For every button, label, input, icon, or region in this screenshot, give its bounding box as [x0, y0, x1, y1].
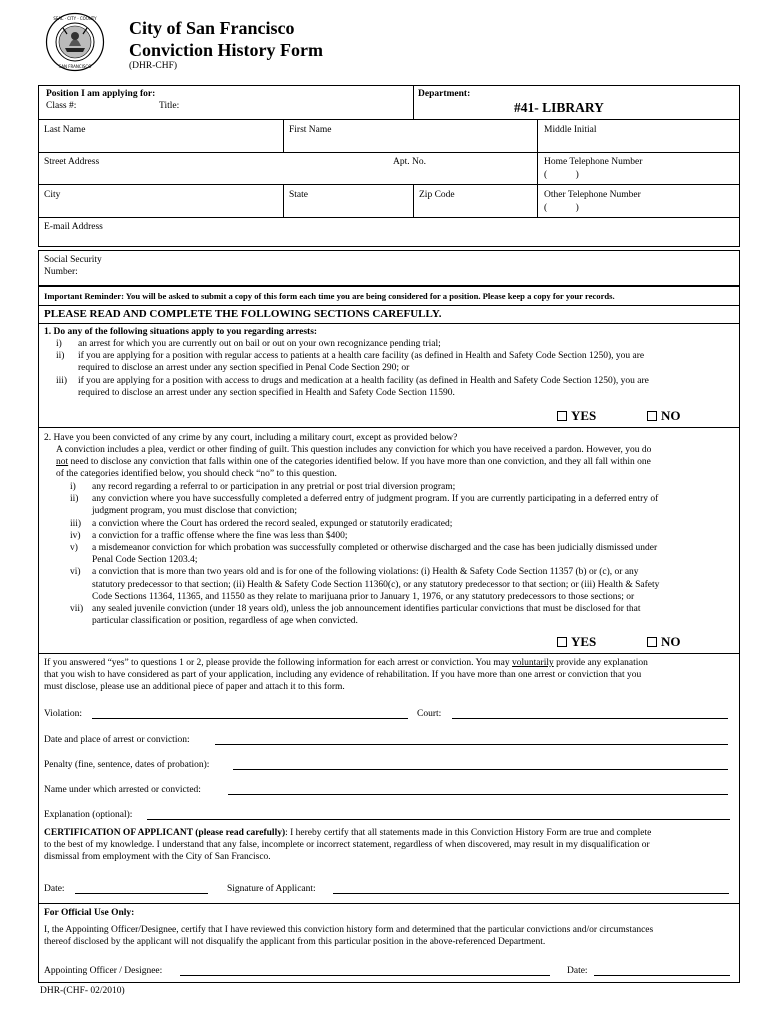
ssn-box [38, 250, 740, 286]
street-address-field[interactable]: Street Address [44, 157, 100, 167]
list-item [70, 518, 736, 530]
q2-no-label: NO [661, 634, 681, 649]
svg-text:SAN FRANCISCO: SAN FRANCISCO [58, 64, 92, 69]
department-value: #41- LIBRARY [514, 100, 604, 115]
q2-yes-label: YES [571, 634, 597, 649]
q2-intro-2 [56, 456, 651, 468]
certification-line-1 [44, 827, 651, 839]
q2-intro-3: of the categories identified below, you should check “no” to this question. [56, 469, 337, 479]
q2-no-checkbox[interactable] [647, 637, 657, 647]
details-para-3: must disclose, please use an additional piece of paper and attach it to this form. [44, 682, 345, 692]
list-item-line: a conviction that is more than two years old and is for one of the following violations: (i) Health & Safety Code Section 11357 (b) or (c), or any [92, 567, 639, 578]
form-title-line1: City of San Francisco [129, 18, 295, 38]
last-name-field[interactable]: Last Name [44, 125, 86, 135]
q1-yes-option[interactable] [557, 408, 596, 424]
ssn-label-2[interactable]: Number: [44, 267, 78, 277]
official-use-title: For Official Use Only: [44, 908, 135, 918]
list-item-line: Penal Code Section 1203.4; [92, 555, 198, 566]
certification-line-3: dismissal from employment with the City of San Francisco. [44, 852, 271, 862]
form-code: (DHR-CHF) [129, 61, 178, 71]
list-item-number: iv) [70, 530, 81, 541]
list-item-line: if you are applying for a position with regular access to patients at a health care facility (as defined in Health and Safety Code Section 1250), you are [78, 351, 645, 362]
list-item-line: a misdemeanor conviction for which probation was successfully completed or otherwise discharged and the case has been judicially dismissed under [92, 543, 658, 554]
list-item-number: v) [70, 543, 78, 554]
q1-no-label: NO [661, 408, 681, 423]
home-phone-field[interactable]: Home Telephone Number [544, 157, 643, 167]
explanation-label: Explanation (optional): [44, 810, 133, 820]
violation-input[interactable] [92, 718, 408, 719]
list-item [70, 493, 736, 517]
date-place-input[interactable] [215, 744, 728, 745]
q2-yes-option[interactable] [557, 634, 596, 650]
form-footer: DHR-(CHF- 02/2010) [40, 986, 125, 996]
state-field[interactable]: State [289, 190, 308, 200]
list-item [70, 530, 736, 542]
q2-intro-2-rest: need to disclose any conviction that falls within one of the categories identified below. If you have more than one conviction, and they all fall within one [68, 457, 651, 467]
q1-list [56, 338, 736, 399]
applicant-date-input[interactable] [75, 893, 208, 894]
city-seal [45, 12, 105, 72]
penalty-label: Penalty (fine, sentence, dates of probation): [44, 760, 210, 770]
q2-intro-not: not [56, 457, 69, 467]
read-carefully-heading: PLEASE READ AND COMPLETE THE FOLLOWING SECTIONS CAREFULLY. [44, 308, 442, 320]
title-label[interactable]: Title: [159, 101, 180, 111]
list-item-line: any record regarding a referral to or participation in any pretrial or post trial diversion program; [92, 482, 456, 492]
signature-input[interactable] [333, 893, 729, 894]
q1-no-option[interactable] [647, 408, 681, 424]
certification-text-1: : I hereby certify that all statements made in this Conviction History Form are true and complete [285, 828, 652, 838]
q1-title: 1. Do any of the following situations apply to you regarding arrests: [44, 327, 318, 337]
department-label: Department: [418, 89, 471, 99]
officer-label: Appointing Officer / Designee: [44, 966, 163, 976]
official-date-label: Date: [567, 966, 588, 976]
penalty-input[interactable] [233, 769, 728, 770]
list-item-line: a conviction where the Court has ordered the record sealed, expunged or statutorily eradicated; [92, 518, 453, 529]
details-para-1 [44, 657, 648, 669]
q1-no-checkbox[interactable] [647, 411, 657, 421]
violation-label: Violation: [44, 709, 82, 719]
list-item-line: judgment program, you must disclose that conviction; [92, 506, 298, 517]
class-label[interactable]: Class #: [46, 101, 77, 111]
list-item-line: Code Sections 11364, 11365, and 11550 as they relate to marijuana prior to January 1, 1976, or any statutory predecessors to those sections; or [92, 591, 635, 602]
list-item-number: ii) [56, 351, 65, 362]
q2-title: 2. Have you been convicted of any crime by any court, including a military court, except as provided below? [44, 433, 458, 443]
list-item [70, 542, 736, 566]
list-item [70, 481, 736, 493]
details-p1: If you answered “yes” to questions 1 or 2, please provide the following information for each arrest or conviction. You may [44, 658, 513, 668]
applicant-date-label: Date: [44, 884, 65, 894]
official-date-input[interactable] [594, 975, 730, 976]
details-p1-rest: provide any explanation [553, 658, 648, 668]
q2-yes-checkbox[interactable] [557, 637, 567, 647]
list-item-number: vi) [70, 567, 81, 578]
list-item-line: statutory predecessor to that section; (ii) Health & Safety Code Section 11360(c), or any statutory predecessor to that section; or (iii) Health & Safety [92, 579, 660, 590]
list-item-number: iii) [70, 518, 82, 529]
list-item [70, 566, 736, 603]
list-item-number: i) [70, 482, 76, 492]
form-title-line2: Conviction History Form [129, 40, 323, 60]
q2-no-option[interactable] [647, 634, 681, 650]
name-under-label: Name under which arrested or convicted: [44, 785, 201, 795]
middle-initial-field[interactable]: Middle Initial [544, 125, 597, 135]
list-item-line: particular classification or position, regardless of age when convicted. [92, 616, 358, 627]
ssn-label-1[interactable]: Social Security [44, 255, 102, 265]
list-item-number: iii) [56, 375, 68, 386]
other-phone-parens: ( ) [544, 203, 579, 213]
list-item-number: ii) [70, 494, 79, 505]
list-item-line: required to disclose an arrest under any section specified in Penal Code Section 290; or [78, 363, 410, 374]
list-item-line: any conviction where you have successfully completed a deferred entry of judgment program. If you are currently participating in a deferred entry of [92, 494, 659, 505]
list-item [56, 338, 736, 350]
svg-text:SEAL · CITY · COUNTY: SEAL · CITY · COUNTY [53, 16, 97, 21]
list-item-line: any sealed juvenile conviction (under 18 years old), unless the job announcement identifies particular convictions that must be disclosed for that [92, 604, 641, 615]
list-item [56, 375, 736, 399]
q1-yes-checkbox[interactable] [557, 411, 567, 421]
certification-line-2: to the best of my knowledge. I understand that any false, incomplete or incorrect statement, regardless of when discovered, may result in my disqualification or [44, 840, 650, 850]
apt-no-field[interactable]: Apt. No. [393, 157, 426, 167]
details-para-2: that you wish to have considered as part of your application, including any evidence of rehabilitation. If you have more than one arrest or conviction that you [44, 670, 642, 680]
list-item-number: vii) [70, 604, 84, 615]
certification-heading: CERTIFICATION OF APPLICANT (please read carefully) [44, 828, 286, 838]
list-item [56, 350, 736, 374]
q2-list [70, 481, 736, 627]
important-reminder: Important Reminder: You will be asked to submit a copy of this form each time you are being considered for a position. Please keep a copy for your records. [44, 291, 615, 301]
official-para-2: thereof disclosed by the applicant will not disqualify the applicant from this particular position in the above-referenced Department. [44, 937, 546, 947]
name-under-input[interactable] [228, 794, 728, 795]
zip-field[interactable]: Zip Code [419, 190, 455, 200]
q2-intro-1: A conviction includes a plea, verdict or other finding of guilt. This question includes any conviction for which you have received a pardon. However, you do [56, 445, 652, 455]
signature-label: Signature of Applicant: [227, 884, 316, 894]
explanation-input[interactable] [147, 819, 730, 820]
official-para-1: I, the Appointing Officer/Designee, certify that I have reviewed this conviction history form and determined that the particular convictions and/or circumstances [44, 925, 654, 935]
date-place-label: Date and place of arrest or conviction: [44, 735, 190, 745]
first-name-field[interactable]: First Name [289, 125, 332, 135]
list-item-number: i) [56, 339, 62, 349]
position-label: Position I am applying for: [46, 89, 156, 99]
court-label: Court: [417, 709, 442, 719]
other-phone-field[interactable]: Other Telephone Number [544, 190, 641, 200]
list-item-line: a conviction for a traffic offense where the fine was less than $400; [92, 530, 348, 541]
email-field[interactable]: E-mail Address [44, 222, 103, 232]
list-item-line: required to disclose an arrest under any section specified in Health and Safety Code Section 11590. [78, 387, 455, 398]
home-phone-parens: ( ) [544, 170, 579, 180]
city-field[interactable]: City [44, 190, 61, 200]
details-voluntarily: voluntarily [512, 658, 554, 668]
officer-input[interactable] [180, 975, 550, 976]
list-item-line: if you are applying for a position with access to drugs and medication at a health facility (as defined in Health and Safety Code Section 1250), you are [78, 375, 649, 386]
list-item-line: an arrest for which you are currently out on bail or out on your own recognizance pending trial; [78, 339, 441, 349]
q1-yes-label: YES [571, 408, 597, 423]
court-input[interactable] [452, 718, 728, 719]
list-item [70, 603, 736, 627]
